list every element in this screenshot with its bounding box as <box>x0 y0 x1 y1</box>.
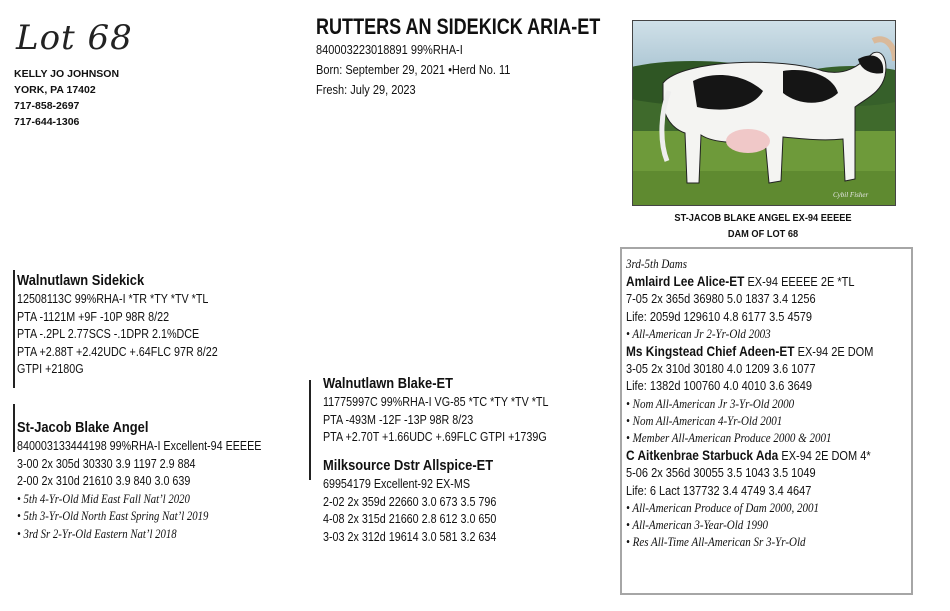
animal-fresh: Fresh: July 29, 2023 <box>316 83 416 97</box>
mgs-bracket-line <box>309 380 311 480</box>
dam-entry-line: Life: 1382d 100760 4.0 4010 3.6 3649 <box>626 379 812 394</box>
dam-entry-line: 5-06 2x 356d 30055 3.5 1043 3.5 1049 <box>626 466 816 481</box>
dam-line: 2-00 2x 310d 21610 3.9 840 3.0 639 <box>17 474 191 488</box>
dam-entry-line: Life: 2059d 129610 4.8 6177 3.5 4579 <box>626 309 812 324</box>
mgd-line: 4-08 2x 315d 21660 2.8 612 3.0 650 <box>323 512 497 526</box>
further-dams-heading: 3rd-5th Dams <box>626 257 688 271</box>
animal-name: RUTTERS AN SIDEKICK ARIA-ET <box>316 14 601 39</box>
dam-honor: • 3rd Sr 2-Yr-Old Eastern Nat’l 2018 <box>17 526 177 541</box>
owner-phone-1: 717-858-2697 <box>14 100 80 112</box>
further-dams-content <box>626 256 873 551</box>
dam-entry-line: Life: 6 Lact 137732 3.4 4749 3.4 4647 <box>626 483 812 498</box>
dam-entry-honor: • Nom All-American Jr 3-Yr-Old 2000 <box>626 396 795 411</box>
owner-name: KELLY JO JOHNSON <box>14 68 120 80</box>
sire-line: 12508113C 99%RHA-I *TR *TY *TV *TL <box>17 292 209 306</box>
dam-bracket-line <box>13 404 15 452</box>
lot-number: Lot 68 <box>16 18 133 58</box>
photo-watermark-signature: Cybil Fisher <box>833 191 869 199</box>
dam-name: St-Jacob Blake Angel <box>17 419 149 436</box>
dam-entry <box>626 273 873 291</box>
owner-phone-2: 717-644-1306 <box>14 116 80 128</box>
animal-id: 840003223018891 99%RHA-I <box>316 43 463 57</box>
dam-entry-honor: • All-American Jr 2-Yr-Old 2003 <box>626 326 771 341</box>
dam-entry-honor: • Member All-American Produce 2000 & 2001 <box>626 431 832 446</box>
dam-entry-name: Amlaird Lee Alice-ET <box>626 274 745 290</box>
mgs-name: Walnutlawn Blake-ET <box>323 375 453 392</box>
dam-entry-class: EX-94 2E DOM <box>794 345 874 360</box>
animal-born: Born: September 29, 2021 •Herd No. 11 <box>316 63 511 77</box>
sire-line: GTPI +2180G <box>17 362 84 376</box>
dam-entry-class: EX-94 EEEEE 2E *TL <box>744 275 855 290</box>
mgs-line: PTA +2.70T +1.66UDC +.69FLC GTPI +1739G <box>323 430 547 444</box>
mgd-line: 2-02 2x 359d 22660 3.0 673 3.5 796 <box>323 494 497 509</box>
dam-block <box>17 418 261 543</box>
cow-photo <box>632 20 896 206</box>
dam-entry <box>626 447 873 465</box>
dam-entry-name: C Aitkenbrae Starbuck Ada <box>626 448 779 464</box>
photo-caption-relation: DAM OF LOT 68 <box>727 228 799 240</box>
sire-bracket-line <box>13 270 15 388</box>
photo-caption-name: ST-JACOB BLAKE ANGEL EX-94 EEEEE <box>674 212 852 224</box>
dam-entry <box>626 343 873 361</box>
mgs-block <box>323 374 548 447</box>
owner-city: YORK, PA 17402 <box>14 84 96 96</box>
owner-contact <box>14 66 119 130</box>
sire-line: PTA +2.88T +2.42UDC +.64FLC 97R 8/22 <box>17 344 218 359</box>
dam-honor: • 5th 4-Yr-Old Mid East Fall Nat’l 2020 <box>17 491 190 506</box>
sire-line: PTA -1121M +9F -10P 98R 8/22 <box>17 309 170 324</box>
sire-line: PTA -.2PL 2.77SCS -.1DPR 2.1%DCE <box>17 327 200 341</box>
dam-entry-honor: • All-American 3-Year-Old 1990 <box>626 518 769 533</box>
sire-block <box>17 271 218 379</box>
dam-entry-honor: • Res All-Time All-American Sr 3-Yr-Old <box>626 535 806 550</box>
mgd-block <box>323 456 496 546</box>
dam-entry-name: Ms Kingstead Chief Adeen-ET <box>626 344 795 360</box>
dam-entry-honor: • Nom All-American 4-Yr-Old 2001 <box>626 413 783 428</box>
sire-name: Walnutlawn Sidekick <box>17 272 145 289</box>
mgd-name: Milksource Dstr Allspice-ET <box>323 457 494 474</box>
cow-photo-illustration <box>633 21 895 205</box>
dam-line: 840003133444198 99%RHA-I Excellent-94 EEEEE <box>17 439 262 453</box>
dam-entry-line: 7-05 2x 365d 36980 5.0 1837 3.4 1256 <box>626 292 816 307</box>
dam-entry-honor: • All-American Produce of Dam 2000, 2001 <box>626 500 819 515</box>
dam-line: 3-00 2x 305d 30330 3.9 1197 2.9 884 <box>17 456 196 471</box>
dam-honor: • 5th 3-Yr-Old North East Spring Nat’l 2019 <box>17 509 209 523</box>
dam-entry-line: 3-05 2x 310d 30180 4.0 1209 3.6 1077 <box>626 362 816 377</box>
mgs-line: 11775997C 99%RHA-I VG-85 *TC *TY *TV *TL <box>323 395 549 409</box>
mgs-line: PTA -493M -12F -13P 98R 8/23 <box>323 412 474 427</box>
dam-entry-class: EX-94 2E DOM 4* <box>778 449 871 464</box>
mgd-line: 3-03 2x 312d 19614 3.0 581 3.2 634 <box>323 529 497 544</box>
mgd-line: 69954179 Excellent-92 EX-MS <box>323 477 471 491</box>
